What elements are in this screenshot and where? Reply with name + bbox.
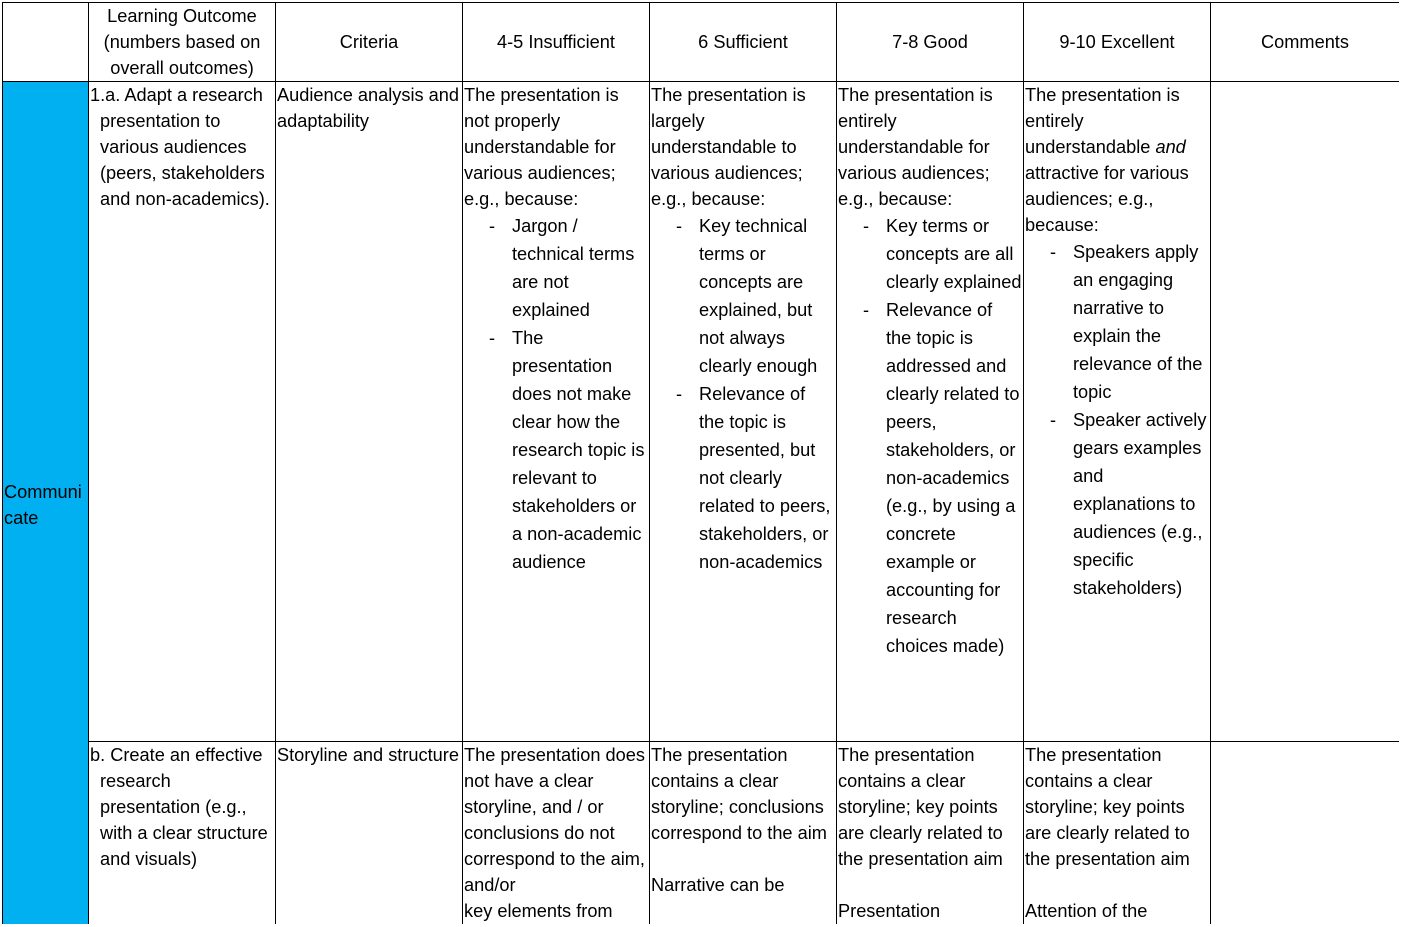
learning-outcome-rest: presentation to various audiences (peers, stakeholders and non-academics). [100,111,270,209]
excellent-list [1025,238,1209,602]
insufficient-intro: The presentation is not properly understandable for various audiences; e.g., because: [464,85,619,209]
good-cell[interactable] [837,82,1024,742]
list-item: - Relevance of the topic is addressed and clearly related to peers, stakeholders, or non-academics (e.g., by using a concrete example or accounting for research choices made) [886,296,1022,660]
header-criteria[interactable]: Criteria [276,3,463,82]
learning-outcome-cell[interactable] [89,82,276,742]
header-row [3,3,1400,82]
good-list [838,212,1022,660]
comments-cell[interactable] [1211,742,1400,925]
insufficient-text-continued: key elements from [464,901,613,921]
excellent-cell[interactable] [1024,742,1211,925]
sufficient-cell[interactable] [650,82,837,742]
learning-outcome-first-line: b. Create an effective [90,745,263,765]
comments-cell[interactable] [1211,82,1400,742]
list-item: - Key terms or concepts are all clearly explained [886,212,1022,296]
header-insufficient[interactable]: 4-5 Insufficient [463,3,650,82]
excellent-text: The presentation contains a clear storyline; key points are clearly related to the presentation aim [1025,745,1190,869]
header-comments[interactable]: Comments [1211,3,1400,82]
list-item: - Speakers apply an engaging narrative to explain the relevance of the topic [1073,238,1209,406]
criteria-cell[interactable]: Audience analysis and adaptability [276,82,463,742]
learning-outcome-rest: research presentation (e.g., with a clear structure and visuals) [100,771,268,869]
insufficient-text: The presentation does not have a clear storyline, and / or conclusions do not correspond to the aim, and/or [464,745,645,895]
topic-cell[interactable]: Communicate [3,82,89,925]
rubric-sheet [2,2,1399,924]
good-text: The presentation contains a clear storyline; key points are clearly related to the presentation aim [838,745,1003,869]
insufficient-cell[interactable] [463,82,650,742]
header-topic[interactable] [3,3,89,82]
paragraph-gap [1025,872,1209,898]
good-intro: The presentation is entirely understandable for various audiences; e.g., because: [838,85,993,209]
list-item: - Relevance of the topic is presented, but not clearly related to peers, stakeholders, or non-academics [699,380,835,576]
header-learning-outcome[interactable]: Learning Outcome (numbers based on overall outcomes) [89,3,276,82]
excellent-text-continued: Attention of the [1025,901,1148,921]
good-cell[interactable] [837,742,1024,925]
header-excellent[interactable]: 9-10 Excellent [1024,3,1211,82]
criteria-cell[interactable]: Storyline and structure [276,742,463,925]
excellent-cell[interactable] [1024,82,1211,742]
paragraph-gap [651,846,835,872]
rubric-table [2,2,1399,924]
header-good[interactable]: 7-8 Good [837,3,1024,82]
excellent-intro-b: attractive for various audiences; e.g., because: [1025,163,1189,235]
excellent-intro-emphasis: and [1155,137,1186,157]
excellent-intro [1025,82,1209,238]
paragraph-gap [838,872,1022,898]
learning-outcome-cell[interactable] [89,742,276,925]
sufficient-cell[interactable] [650,742,837,925]
header-sufficient[interactable]: 6 Sufficient [650,3,837,82]
sufficient-list [651,212,835,576]
list-item: - Speaker actively gears examples and explanations to audiences (e.g., specific stakeholders) [1073,406,1209,602]
insufficient-cell[interactable] [463,742,650,925]
excellent-intro-a: The presentation is entirely understandable [1025,85,1180,157]
list-item: - The presentation does not make clear how the research topic is relevant to stakeholders or a non-academic audience [512,324,648,576]
insufficient-list [464,212,648,576]
list-item: - Key technical terms or concepts are explained, but not always clearly enough [699,212,835,380]
good-text-continued: Presentation [838,901,941,921]
rubric-row [3,82,1400,742]
list-item: - Jargon / technical terms are not explained [512,212,648,324]
sufficient-text: The presentation contains a clear storyline; conclusions correspond to the aim [651,745,827,843]
rubric-row [3,742,1400,925]
sufficient-text-continued: Narrative can be [651,875,785,895]
learning-outcome-first-line: 1.a. Adapt a research [90,85,263,105]
sufficient-intro: The presentation is largely understandable to various audiences; e.g., because: [651,85,806,209]
